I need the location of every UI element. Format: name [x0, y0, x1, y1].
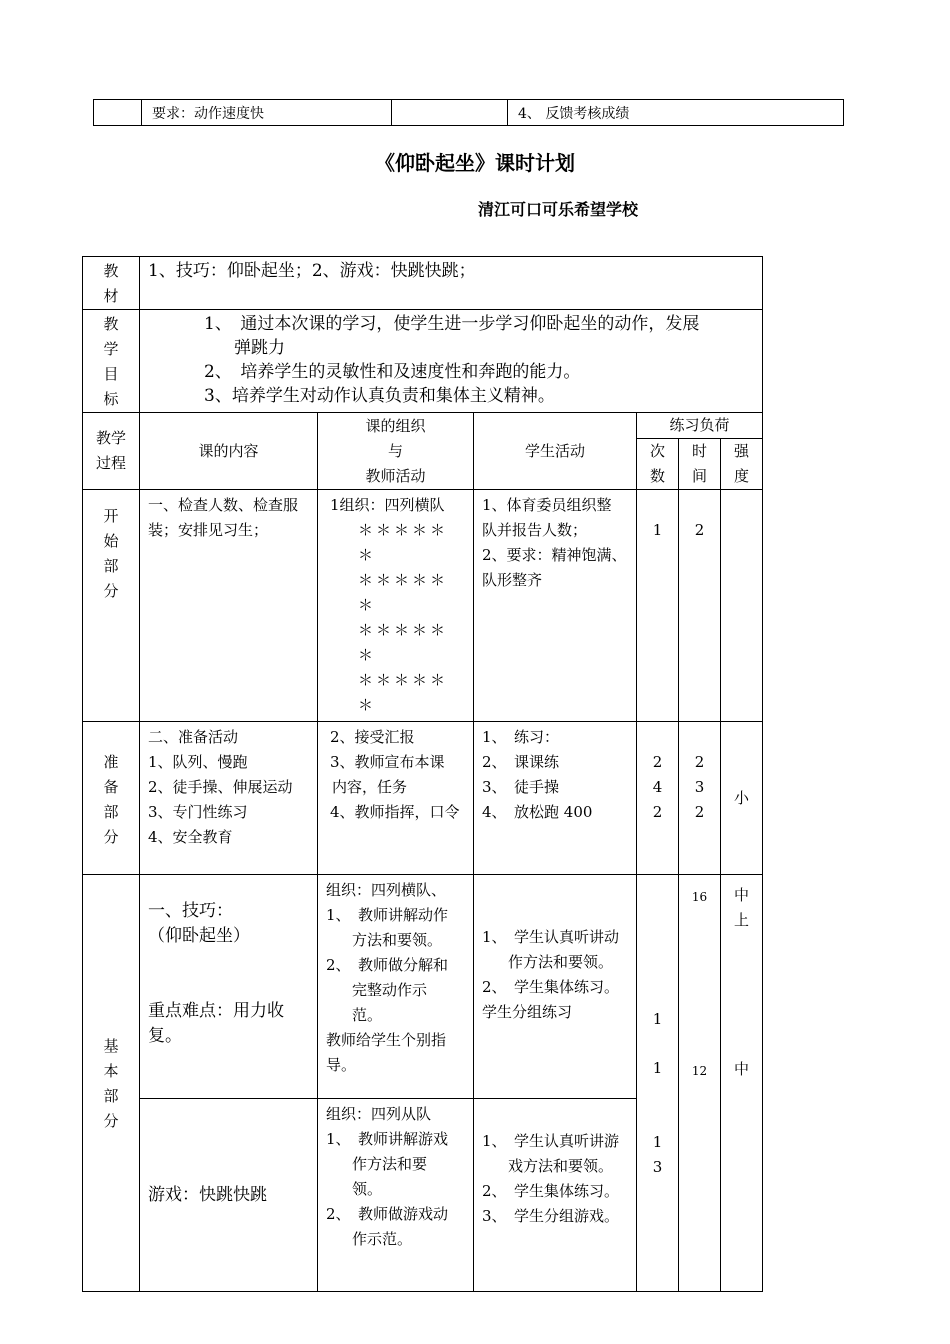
page-title: 《仰卧起坐》课时计划	[375, 151, 575, 175]
formation-stars: ＊＊＊＊＊＊	[358, 521, 449, 564]
prep-label: 准 备 部 分	[83, 722, 140, 875]
school-name: 清江可口可乐希望学校	[478, 200, 639, 219]
basic-label: 基 本 部 分	[83, 875, 140, 1292]
start-content: 一、检查人数、检查服 装；安排见习生；	[140, 490, 318, 722]
start-label: 开 始 部 分	[83, 490, 140, 722]
feedback-cell: 4、 反馈考核成绩	[508, 100, 844, 126]
intensity-header: 强 度	[721, 439, 763, 490]
previous-page-table	[93, 99, 844, 126]
material-label: 教 材	[83, 257, 140, 310]
basic-skill-row	[83, 875, 763, 1099]
prep-duration: 2 3 2	[679, 722, 721, 875]
org-header: 课的组织 与 教师活动	[318, 413, 474, 490]
game-org: 组织：四列从队 1、 教师讲解游戏 作方法和要 领。 2、 教师做游戏动 作示范。	[318, 1099, 474, 1292]
start-duration: 2	[679, 490, 721, 722]
prep-section-row	[83, 722, 763, 875]
game-content: 游戏：快跳快跳	[140, 1099, 318, 1292]
content-header: 课的内容	[140, 413, 318, 490]
load-header: 练习负荷	[637, 413, 763, 439]
lesson-plan-table	[82, 256, 763, 1292]
empty-cell	[392, 100, 508, 126]
prep-content: 二、准备活动 1、队列、慢跑 2、徒手操、伸展运动 3、专门性练习 4、安全教育	[140, 722, 318, 875]
basic-intensity: 中 上 中	[721, 875, 763, 1292]
material-text: 1、技巧：仰卧起坐；2、游戏：快跳快跳；	[140, 257, 763, 310]
skill-org: 组织：四列横队、 1、 教师讲解动作 方法和要领。 2、 教师做分解和 完整动作示 范。 教师给学生个别指 导。	[318, 875, 474, 1099]
start-section-row	[83, 490, 763, 722]
start-activity: 1、体育委员组织整 队并报告人数； 2、要求：精神饱满、 队形整齐	[474, 490, 637, 722]
game-activity: 1、 学生认真听讲游 戏方法和要领。 2、 学生集体练习。 3、 学生分组游戏。	[474, 1099, 637, 1292]
prep-org: 2、接受汇报 3、教师宣布本课 内容，任务 4、教师指挥，口令	[318, 722, 474, 875]
material-row	[83, 257, 763, 310]
table-row	[94, 100, 844, 126]
skill-activity: 1、 学生认真听讲动 作方法和要领。 2、 学生集体练习。 学生分组练习	[474, 875, 637, 1099]
basic-duration: 16 12	[679, 875, 721, 1292]
objectives-row	[83, 310, 763, 413]
process-header: 教学 过程	[83, 413, 140, 490]
prep-intensity: 小	[721, 722, 763, 875]
header-row	[83, 413, 763, 439]
start-org: 1组织：四列横队 ＊＊＊＊＊＊ ＊＊＊＊＊＊ ＊＊＊＊＊＊ ＊＊＊＊＊＊	[318, 490, 474, 722]
basic-times: 1 1 1 3	[637, 875, 679, 1292]
duration-header: 时 间	[679, 439, 721, 490]
prep-times: 2 4 2	[637, 722, 679, 875]
times-header: 次 数	[637, 439, 679, 490]
empty-cell	[94, 100, 142, 126]
start-times: 1	[637, 490, 679, 722]
objectives-text: 1、 通过本次课的学习，使学生进一步学习仰卧起坐的动作，发展 弹跳力 2、 培养学生的灵敏性和及速度性和奔跑的能力。 3、培养学生对动作认真负责和集体主义精神。	[140, 310, 763, 413]
objectives-label: 教 学 目 标	[83, 310, 140, 413]
requirement-cell: 要求：动作速度快	[142, 100, 392, 126]
prep-activity: 1、 练习： 2、 课课练 3、 徒手操 4、 放松跑 400	[474, 722, 637, 875]
activity-header: 学生活动	[474, 413, 637, 490]
skill-content: 一、技巧： （仰卧起坐） 重点难点：用力收 复。	[140, 875, 318, 1099]
start-intensity	[721, 490, 763, 722]
